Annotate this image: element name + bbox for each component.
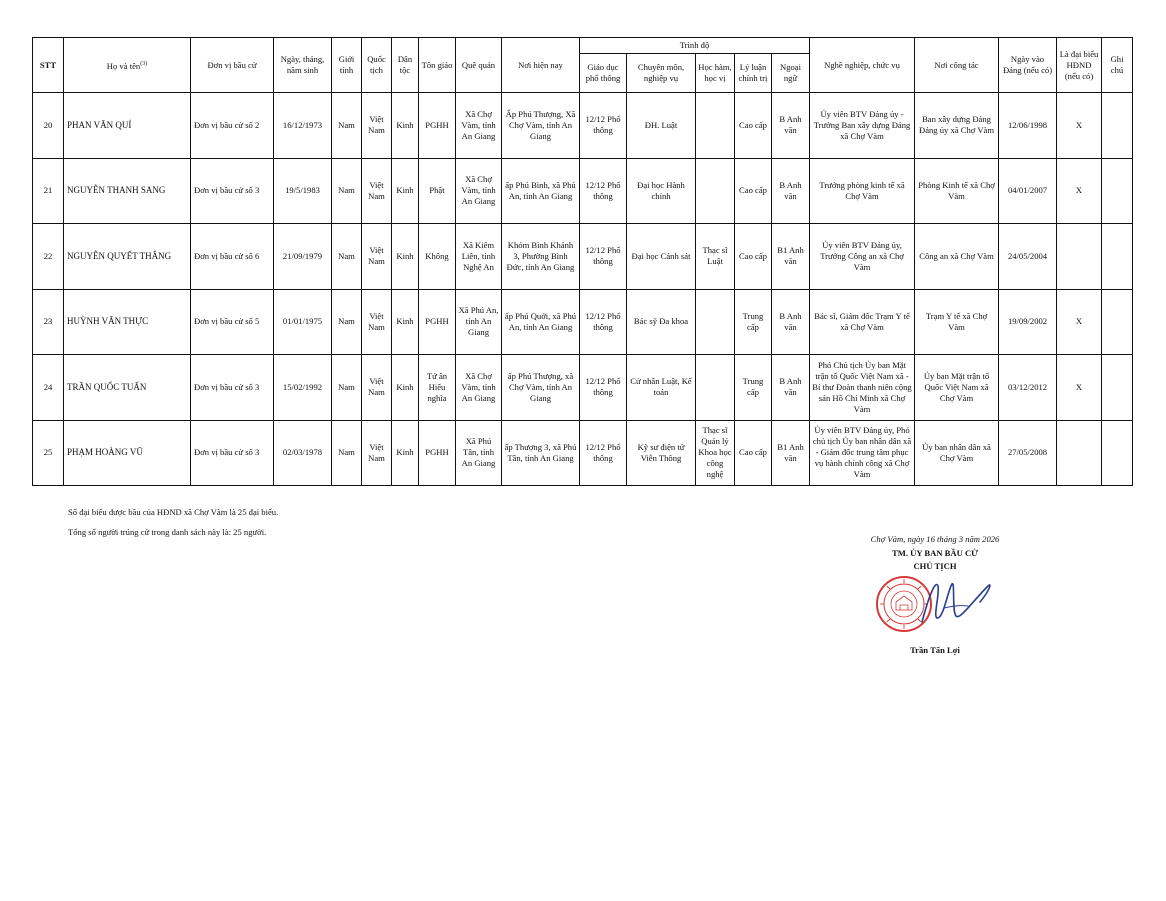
cell-gender: Nam [332, 289, 362, 355]
header-edu-politics: Lý luận chính trị [735, 54, 772, 93]
cell-workplace: Ủy ban Mặt trận tổ Quốc Việt Nam xã Chợ Vàm [915, 355, 999, 421]
header-edu-specialty: Chuyên môn, nghiệp vụ [627, 54, 696, 93]
cell-edu-specialty: Kỹ sư điện tử Viễn Thông [627, 420, 696, 486]
header-is-delegate: Là đại biểu HĐND (nếu có) [1057, 38, 1102, 93]
header-name-footnote: (3) [140, 60, 148, 67]
cell-edu-general: 12/12 Phổ thông [580, 224, 627, 290]
header-education: Trình độ [580, 38, 810, 54]
cell-residence: Khóm Bình Khánh 3, Phường Bình Đức, tỉnh An Giang [502, 224, 580, 290]
cell-edu-politics: Cao cấp [735, 224, 772, 290]
cell-party-date: 27/05/2008 [999, 420, 1057, 486]
stamp-and-signature [840, 572, 1030, 636]
cell-edu-politics: Trung cấp [735, 289, 772, 355]
cell-edu-title [696, 289, 735, 355]
cell-nationality: Việt Nam [362, 224, 392, 290]
cell-name: TRẦN QUỐC TUẤN [64, 355, 191, 421]
cell-dob: 16/12/1973 [274, 93, 332, 159]
elected-delegates-table [32, 37, 1133, 486]
cell-note [1102, 355, 1133, 421]
cell-edu-language: B1 Anh văn [772, 420, 810, 486]
header-stt: STT [33, 38, 64, 93]
header-residence: Nơi hiện nay [502, 38, 580, 93]
cell-religion: PGHH [419, 289, 456, 355]
cell-occupation: Bác sĩ, Giám đốc Trạm Y tế xã Chợ Vàm [810, 289, 915, 355]
signature-block [840, 532, 1030, 657]
signature-role: CHỦ TỊCH [913, 561, 957, 571]
cell-edu-general: 12/12 Phổ thông [580, 93, 627, 159]
signatory-name: Trần Tấn Lợi [910, 645, 960, 655]
header-religion: Tôn giáo [419, 38, 456, 93]
cell-gender: Nam [332, 93, 362, 159]
cell-edu-general: 12/12 Phổ thông [580, 355, 627, 421]
cell-note [1102, 158, 1133, 224]
cell-is-delegate: X [1057, 289, 1102, 355]
cell-occupation: Trưởng phòng kinh tế xã Chợ Vàm [810, 158, 915, 224]
cell-dob: 15/02/1992 [274, 355, 332, 421]
cell-workplace: Ủy ban nhân dân xã Chợ Vàm [915, 420, 999, 486]
cell-residence: ấp Phú Quới, xã Phú An, tỉnh An Giang [502, 289, 580, 355]
cell-edu-politics: Trung cấp [735, 355, 772, 421]
cell-hometown: Xã Phú Tân, tỉnh An Giang [456, 420, 502, 486]
header-name [64, 38, 191, 93]
cell-hometown: Xã Chợ Vàm, tỉnh An Giang [456, 355, 502, 421]
cell-residence: ấp Thượng 3, xã Phú Tân, tỉnh An Giang [502, 420, 580, 486]
header-edu-general: Giáo dục phổ thông [580, 54, 627, 93]
footnotes [68, 502, 278, 542]
cell-note [1102, 93, 1133, 159]
cell-religion: Tứ ân Hiếu nghĩa [419, 355, 456, 421]
cell-edu-title [696, 158, 735, 224]
cell-edu-specialty: Đại học Cảnh sát [627, 224, 696, 290]
header-ethnicity: Dân tộc [392, 38, 419, 93]
cell-edu-politics: Cao cấp [735, 158, 772, 224]
cell-residence: ấp Phú Bình, xã Phú An, tỉnh An Giang [502, 158, 580, 224]
cell-name: NGUYỄN THANH SANG [64, 158, 191, 224]
cell-occupation: Ủy viên BTV Đảng ủy, Trưởng Công an xã Chợ Vàm [810, 224, 915, 290]
cell-stt: 20 [33, 93, 64, 159]
cell-gender: Nam [332, 224, 362, 290]
note-delegate-count: Số đại biểu được bầu của HĐND xã Chợ Vàm là 25 đại biểu. [68, 507, 279, 517]
header-dob: Ngày, tháng, năm sinh [274, 38, 332, 93]
cell-unit: Đơn vị bầu cử số 3 [191, 158, 274, 224]
cell-edu-general: 12/12 Phổ thông [580, 289, 627, 355]
cell-party-date: 24/05/2004 [999, 224, 1057, 290]
header-unit: Đơn vị bầu cử [191, 38, 274, 93]
cell-dob: 02/03/1978 [274, 420, 332, 486]
cell-stt: 23 [33, 289, 64, 355]
cell-name: PHẠM HOÀNG VŨ [64, 420, 191, 486]
cell-gender: Nam [332, 158, 362, 224]
cell-religion: Không [419, 224, 456, 290]
table-row [33, 355, 1133, 421]
cell-workplace: Phòng Kinh tế xã Chợ Vàm [915, 158, 999, 224]
cell-hometown: Xã Chợ Vàm, tỉnh An Giang [456, 93, 502, 159]
cell-gender: Nam [332, 420, 362, 486]
cell-stt: 21 [33, 158, 64, 224]
cell-residence: Ấp Phú Thượng, Xã Chợ Vàm, tỉnh An Giang [502, 93, 580, 159]
cell-name: HUỲNH VĂN THỰC [64, 289, 191, 355]
header-name-text: Họ và tên [106, 60, 141, 71]
cell-edu-general: 12/12 Phổ thông [580, 420, 627, 486]
cell-hometown: Xã Chợ Vàm, tỉnh An Giang [456, 158, 502, 224]
cell-edu-language: B Anh văn [772, 158, 810, 224]
cell-nationality: Việt Nam [362, 420, 392, 486]
cell-note [1102, 289, 1133, 355]
cell-party-date: 03/12/2012 [999, 355, 1057, 421]
cell-nationality: Việt Nam [362, 93, 392, 159]
cell-name: PHAN VĂN QUÍ [64, 93, 191, 159]
signature-org: TM. ỦY BAN BẦU CỬ [891, 548, 978, 558]
header-hometown: Quê quán [456, 38, 502, 93]
cell-dob: 01/01/1975 [274, 289, 332, 355]
cell-unit: Đơn vị bầu cử số 3 [191, 420, 274, 486]
official-seal-icon [877, 577, 931, 631]
signature-date: Chợ Vàm, ngày 16 tháng 3 năm 2026 [870, 534, 1000, 544]
table-row [33, 224, 1133, 290]
cell-workplace: Trạm Y tế xã Chợ Vàm [915, 289, 999, 355]
cell-stt: 25 [33, 420, 64, 486]
cell-workplace: Công an xã Chợ Vàm [915, 224, 999, 290]
table-body [33, 93, 1133, 486]
cell-stt: 24 [33, 355, 64, 421]
results-sheet [32, 37, 1132, 486]
header-gender: Giới tính [332, 38, 362, 93]
cell-unit: Đơn vị bầu cử số 6 [191, 224, 274, 290]
header-note: Ghi chú [1102, 38, 1133, 93]
table-row [33, 158, 1133, 224]
cell-hometown: Xã Phú An, tỉnh An Giang [456, 289, 502, 355]
cell-is-delegate: X [1057, 158, 1102, 224]
cell-edu-language: B1 Anh văn [772, 224, 810, 290]
cell-edu-general: 12/12 Phổ thông [580, 158, 627, 224]
cell-religion: PGHH [419, 420, 456, 486]
cell-occupation: Ủy viên BTV Đảng ủy, Phó chủ tịch Ủy ban nhân dân xã - Giám đốc trung tâm phục vụ hành chính công xã Chợ Vàm [810, 420, 915, 486]
header-party-date: Ngày vào Đảng (nếu có) [999, 38, 1057, 93]
cell-edu-title: Thạc sĩ Quản lý Khoa học công nghệ [696, 420, 735, 486]
cell-note [1102, 224, 1133, 290]
handwritten-signature-icon [922, 584, 990, 622]
cell-dob: 19/5/1983 [274, 158, 332, 224]
table-row [33, 289, 1133, 355]
cell-edu-language: B Anh văn [772, 93, 810, 159]
cell-unit: Đơn vị bầu cử số 2 [191, 93, 274, 159]
cell-name: NGUYỄN QUYẾT THẮNG [64, 224, 191, 290]
header-occupation: Nghề nghiệp, chức vụ [810, 38, 915, 93]
cell-dob: 21/09/1979 [274, 224, 332, 290]
cell-residence: ấp Phú Thượng, xã Chợ Vàm, tỉnh An Giang [502, 355, 580, 421]
cell-edu-politics: Cao cấp [735, 420, 772, 486]
cell-unit: Đơn vị bầu cử số 5 [191, 289, 274, 355]
cell-edu-language: B Anh văn [772, 289, 810, 355]
cell-ethnicity: Kinh [392, 93, 419, 159]
header-edu-language: Ngoại ngữ [772, 54, 810, 93]
header-edu-title: Học hàm, học vị [696, 54, 735, 93]
cell-nationality: Việt Nam [362, 158, 392, 224]
cell-nationality: Việt Nam [362, 289, 392, 355]
header-workplace: Nơi công tác [915, 38, 999, 93]
cell-occupation: Ủy viên BTV Đảng ủy - Trưởng Ban xây dựng Đảng xã Chợ Vàm [810, 93, 915, 159]
cell-religion: Phật [419, 158, 456, 224]
cell-party-date: 19/09/2002 [999, 289, 1057, 355]
cell-edu-language: B Anh văn [772, 355, 810, 421]
cell-ethnicity: Kinh [392, 158, 419, 224]
cell-religion: PGHH [419, 93, 456, 159]
cell-workplace: Ban xây dựng Đảng Đảng ủy xã Chợ Vàm [915, 93, 999, 159]
cell-is-delegate [1057, 420, 1102, 486]
cell-edu-politics: Cao cấp [735, 93, 772, 159]
cell-party-date: 04/01/2007 [999, 158, 1057, 224]
cell-note [1102, 420, 1133, 486]
cell-ethnicity: Kinh [392, 289, 419, 355]
cell-is-delegate: X [1057, 355, 1102, 421]
cell-edu-specialty: Đại học Hành chính [627, 158, 696, 224]
cell-unit: Đơn vị bầu cử số 3 [191, 355, 274, 421]
table-row [33, 93, 1133, 159]
cell-ethnicity: Kinh [392, 355, 419, 421]
cell-hometown: Xã Kiêm Liên, tỉnh Nghệ An [456, 224, 502, 290]
note-elected-total: Tổng số người trúng cử trong danh sách này là: 25 người. [68, 527, 267, 537]
cell-is-delegate: X [1057, 93, 1102, 159]
cell-edu-title [696, 93, 735, 159]
cell-edu-title [696, 355, 735, 421]
cell-occupation: Phó Chủ tịch Ủy ban Mặt trận tổ Quốc Việt Nam xã - Bí thư Đoàn thanh niên cộng sản Hồ Chí Minh xã Chợ Vàm [810, 355, 915, 421]
cell-is-delegate [1057, 224, 1102, 290]
cell-edu-specialty: Bác sỹ Đa khoa [627, 289, 696, 355]
cell-nationality: Việt Nam [362, 355, 392, 421]
cell-gender: Nam [332, 355, 362, 421]
header-nationality: Quốc tịch [362, 38, 392, 93]
cell-ethnicity: Kinh [392, 224, 419, 290]
table-row [33, 420, 1133, 486]
cell-edu-title: Thạc sĩ Luật [696, 224, 735, 290]
cell-edu-specialty: ĐH. Luật [627, 93, 696, 159]
cell-ethnicity: Kinh [392, 420, 419, 486]
cell-party-date: 12/06/1998 [999, 93, 1057, 159]
cell-edu-specialty: Cử nhân Luật, Kế toán [627, 355, 696, 421]
cell-stt: 22 [33, 224, 64, 290]
